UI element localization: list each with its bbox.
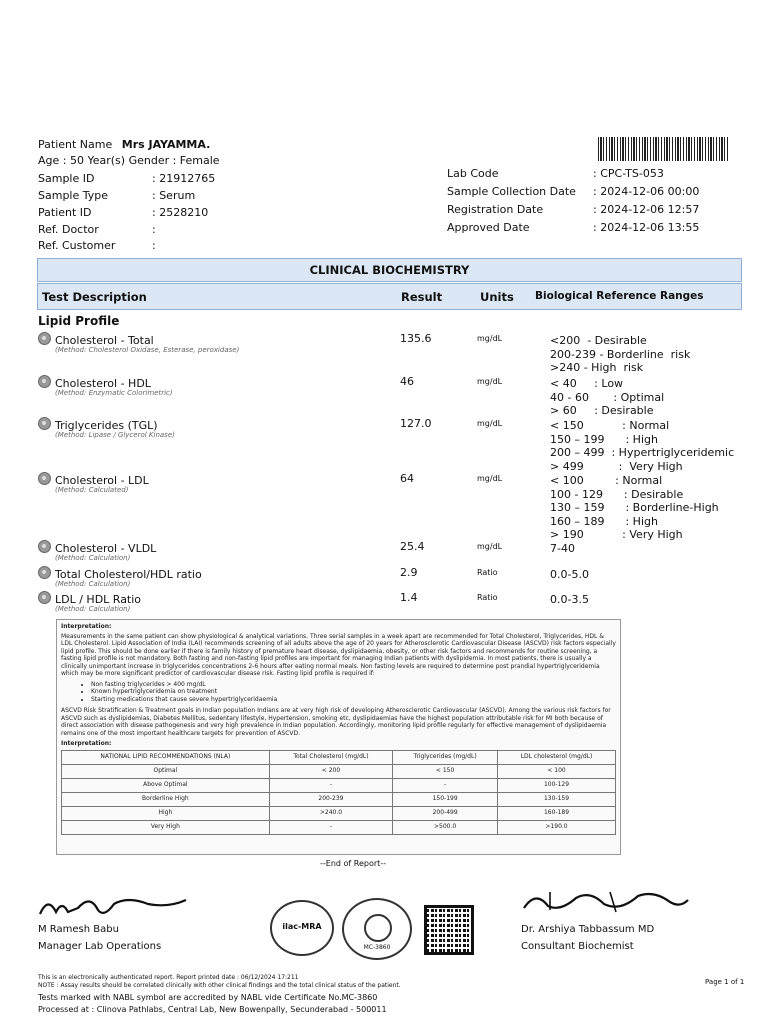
range-line: > 190 : Very High (550, 528, 683, 541)
nla-header-cell: NATIONAL LIPID RECOMMENDATIONS (NLA) (62, 750, 270, 764)
test-name-text: Cholesterol - HDL (55, 377, 151, 390)
range-line: < 40 : Low (550, 377, 624, 390)
profile-title: Lipid Profile (38, 314, 120, 328)
test-name-text: Cholesterol - LDL (55, 474, 149, 487)
test-unit: mg/dL (477, 334, 503, 343)
left-signatory-name: M Ramesh Babu (38, 924, 119, 935)
nla-cell: 150-199 (393, 792, 498, 806)
nla-cell: 100-129 (498, 778, 616, 792)
qr-code (424, 905, 474, 955)
nla-row (62, 764, 616, 778)
patient-field-label: Ref. Customer (38, 239, 116, 252)
nabl-cert: MC-3860 (363, 944, 391, 951)
patient-name: Mrs JAYAMMA. (121, 138, 211, 151)
interp-bullets (91, 681, 616, 704)
nabl-logo (342, 898, 412, 960)
nla-cell: - (269, 778, 392, 792)
test-name-text: Triglycerides (TGL) (55, 419, 158, 432)
patient-name-row (38, 138, 210, 151)
patient-field-value: : (152, 239, 156, 252)
end-of-report: --End of Report-- (320, 859, 387, 868)
test-method: (Method: Calculation) (55, 554, 131, 562)
col-units: Units (480, 290, 514, 304)
test-method: (Method: Cholesterol Oxidase, Esterase, peroxidase) (55, 346, 240, 354)
nabl-gear-icon (38, 540, 51, 553)
range-line: > 499 : Very High (550, 459, 683, 473)
nabl-gear-icon (38, 591, 51, 604)
nla-header-cell: LDL cholesterol (mg/dL) (498, 750, 616, 764)
range-line: 150 – 199 : High (550, 432, 658, 446)
nla-header-cell: Total Cholesterol (mg/dL) (269, 750, 392, 764)
test-unit: mg/dL (477, 474, 503, 483)
range-line: 160 – 189 : High (550, 514, 658, 528)
nla-cell: < 100 (498, 764, 616, 778)
interp-heading2: Interpretation: (61, 740, 112, 747)
col-range: Biological Reference Ranges (535, 290, 704, 302)
age-gender: Age : 50 Year(s) Gender : Female (38, 154, 220, 167)
test-range (550, 334, 690, 375)
footer-nabl: Tests marked with NABL symbol are accredited by NABL vide Certificate No.MC-3860 (38, 993, 378, 1002)
interp-para1: Measurements in the same patient can show physiological & analytical variations. Three serial samples in a week apart are recommended for Total Cholesterol, Triglycerides, HDL & LDL Cholesterol. Lipid Association of India (LAI) recommends screening of all adults above the age of 20 years for Atherosclerotic Cardiovascular Disease (ASCVD) risk factors especially lipid profile. This should be done earlier if there is family history of premature heart disease, dyslipidaemia, obesity, or other risk factors and recommends for routine screening, a fasting lipid profile is not mandatory. Both fasting and non-fasting lipid profiles are important for managing Indian patients with dyslipidemia. In most patients, there is usually a clinically unimportant increase in triglycerides concentrations 2-6 hours after eating normal meals. Non fasting levels are required to determine post prandial hypertriglyceridemia which may be more significant predictor of cardiovascular disease risk. Fasting lipid profile is required if: (61, 632, 616, 677)
nla-cell: Borderline High (62, 792, 270, 806)
right-signatory-title: Consultant Biochemist (521, 941, 634, 952)
nla-cell: - (393, 778, 498, 792)
test-range (550, 377, 664, 418)
test-name-text: Total Cholesterol/HDL ratio (55, 568, 202, 581)
patient-field-label: Sample Type (38, 189, 109, 202)
footer-processed: Processed at : Clinova Pathlabs, Central Lab, New Bowenpally, Secunderabad - 500011 (38, 1005, 387, 1014)
nla-row (62, 806, 616, 820)
range-line: 130 – 159 : Borderline-High (550, 501, 719, 514)
nla-cell: < 200 (269, 764, 392, 778)
interp-bullet: • Starting medications that cause severe hypertriglyceridaemia (91, 696, 616, 704)
range-line: 200 – 499 : Hypertriglyceridemic (550, 446, 735, 459)
nla-row (62, 820, 616, 834)
range-line: 0.0-5.0 (550, 568, 589, 581)
section-title: CLINICAL BIOCHEMISTRY (37, 258, 742, 282)
patient-field-label: Ref. Doctor (38, 223, 99, 236)
nla-cell: Optimal (62, 764, 270, 778)
nabl-gear-icon (38, 332, 51, 345)
range-line: 40 - 60 : Optimal (550, 390, 665, 404)
nla-cell: 200-499 (393, 806, 498, 820)
range-line: <200 - Desirable (550, 334, 647, 347)
left-signature (38, 890, 188, 922)
test-result: 46 (400, 375, 414, 388)
nabl-gear-icon (38, 472, 51, 485)
nla-cell: High (62, 806, 270, 820)
interp-bullet: • Known hypertriglyceridemia on treatment (91, 688, 616, 696)
table-header (37, 283, 742, 310)
test-name (38, 591, 141, 606)
range-line: < 150 : Normal (550, 419, 670, 432)
right-signature (520, 886, 690, 918)
test-unit: Ratio (477, 568, 498, 577)
nla-cell: - (269, 820, 392, 834)
col-result: Result (401, 290, 443, 304)
test-name (38, 375, 151, 390)
range-line: >240 - High risk (550, 361, 644, 374)
left-signatory-title: Manager Lab Operations (38, 941, 162, 952)
nla-row (62, 778, 616, 792)
lab-field-label: Registration Date (447, 203, 544, 216)
interp-bullet: • Non fasting triglycerides > 400 mg/dL (91, 681, 616, 689)
test-method: (Method: Lipase / Glycerol Kinase) (55, 431, 175, 439)
test-name (38, 540, 156, 555)
nla-cell: >500.0 (393, 820, 498, 834)
nla-cell: Above Optimal (62, 778, 270, 792)
nla-header-cell: Triglycerides (mg/dL) (393, 750, 498, 764)
test-name (38, 332, 154, 347)
test-result: 25.4 (400, 540, 425, 553)
barcode (598, 137, 728, 161)
nla-header-row (62, 750, 616, 764)
interp-para2: ASCVD Risk Stratification & Treatment goals in Indian population Indians are at very high risk of developing Atherosclerotic Cardiovascular (ASCVD). Among the various risk factors for ASCVD such as dyslipidemias, Diabetes Mellitus, sedentary lifestyle, Hypertension, smoking etc, dyslipidaemias have the highest population attributable risk for MI both because of direct association with disease pathogenesis and very high prevalence in Indian population. Accordingly, monitoring lipid profile regularly for effective management of dyslipidaemia remains one of the most important healthcare targets for prevention of ASCVD. (61, 707, 611, 737)
test-unit: mg/dL (477, 419, 503, 428)
nla-cell: Very High (62, 820, 270, 834)
test-range (550, 593, 589, 607)
range-line: 100 - 129 : Desirable (550, 487, 684, 501)
patient-field-label: Sample ID (38, 172, 95, 185)
test-name-text: Cholesterol - VLDL (55, 542, 157, 555)
nla-cell: >190.0 (498, 820, 616, 834)
test-range (550, 419, 734, 473)
test-unit: mg/dL (477, 377, 503, 386)
range-line: 7-40 (550, 542, 575, 555)
patient-field-value: : Serum (152, 189, 196, 202)
nabl-gear-icon (38, 375, 51, 388)
col-test: Test Description (42, 290, 147, 304)
test-unit: mg/dL (477, 542, 503, 551)
patient-name-label: Patient Name (38, 138, 113, 151)
nla-cell: 130-159 (498, 792, 616, 806)
test-range (550, 542, 575, 556)
lab-field-label: Approved Date (447, 221, 530, 234)
lab-field-value: : CPC-TS-053 (593, 167, 664, 180)
footer-line1: This is an electronically authenticated report. Report printed date : 06/12/2024 17:211 (38, 974, 299, 981)
test-name-text: Cholesterol - Total (55, 334, 154, 347)
test-name (38, 566, 202, 581)
range-line: > 60 : Desirable (550, 404, 654, 417)
nla-table (61, 750, 616, 835)
patient-field-value: : 21912765 (152, 172, 216, 185)
interpretation-box (56, 619, 621, 855)
lab-field-value: : 2024-12-06 13:55 (593, 221, 700, 234)
range-line: 0.0-3.5 (550, 593, 589, 606)
lab-field-value: : 2024-12-06 00:00 (593, 185, 700, 198)
nabl-gear-icon (38, 417, 51, 430)
nla-cell: 160-189 (498, 806, 616, 820)
right-signatory-name: Dr. Arshiya Tabbassum MD (521, 924, 655, 935)
patient-field-value: : 2528210 (152, 206, 209, 219)
range-line: < 100 : Normal (550, 474, 663, 487)
test-method: (Method: Calculation) (55, 580, 131, 588)
test-result: 1.4 (400, 591, 418, 604)
test-name (38, 472, 149, 487)
test-method: (Method: Calculated) (55, 486, 129, 494)
ilac-logo (270, 900, 334, 956)
nla-row (62, 792, 616, 806)
nla-cell: < 150 (393, 764, 498, 778)
test-method: (Method: Calculation) (55, 605, 131, 613)
test-result: 127.0 (400, 417, 432, 430)
test-range (550, 474, 719, 542)
page-number: Page 1 of 1 (705, 978, 745, 986)
patient-field-label: Patient ID (38, 206, 92, 219)
ilac-logo-text: ilac-MRA (282, 922, 322, 931)
lab-field-label: Sample Collection Date (447, 185, 576, 198)
nla-cell: >240.0 (269, 806, 392, 820)
test-name-text: LDL / HDL Ratio (55, 593, 142, 606)
nla-cell: 200-239 (269, 792, 392, 806)
test-name (38, 417, 158, 432)
patient-field-value: : (152, 223, 156, 236)
interp-heading: Interpretation: (61, 623, 112, 630)
test-result: 64 (400, 472, 414, 485)
lab-field-label: Lab Code (447, 167, 499, 180)
nabl-emblem-icon (364, 914, 392, 942)
range-line: 200-239 - Borderline risk (550, 347, 691, 361)
footer-line2: NOTE : Assay results should be correlated clinically with other clinical findings and the total clinical status of the patient. (38, 982, 401, 989)
test-result: 2.9 (400, 566, 418, 579)
test-method: (Method: Enzymatic Colorimetric) (55, 389, 173, 397)
test-unit: Ratio (477, 593, 498, 602)
test-range (550, 568, 589, 582)
test-result: 135.6 (400, 332, 432, 345)
nabl-gear-icon (38, 566, 51, 579)
lab-field-value: : 2024-12-06 12:57 (593, 203, 700, 216)
